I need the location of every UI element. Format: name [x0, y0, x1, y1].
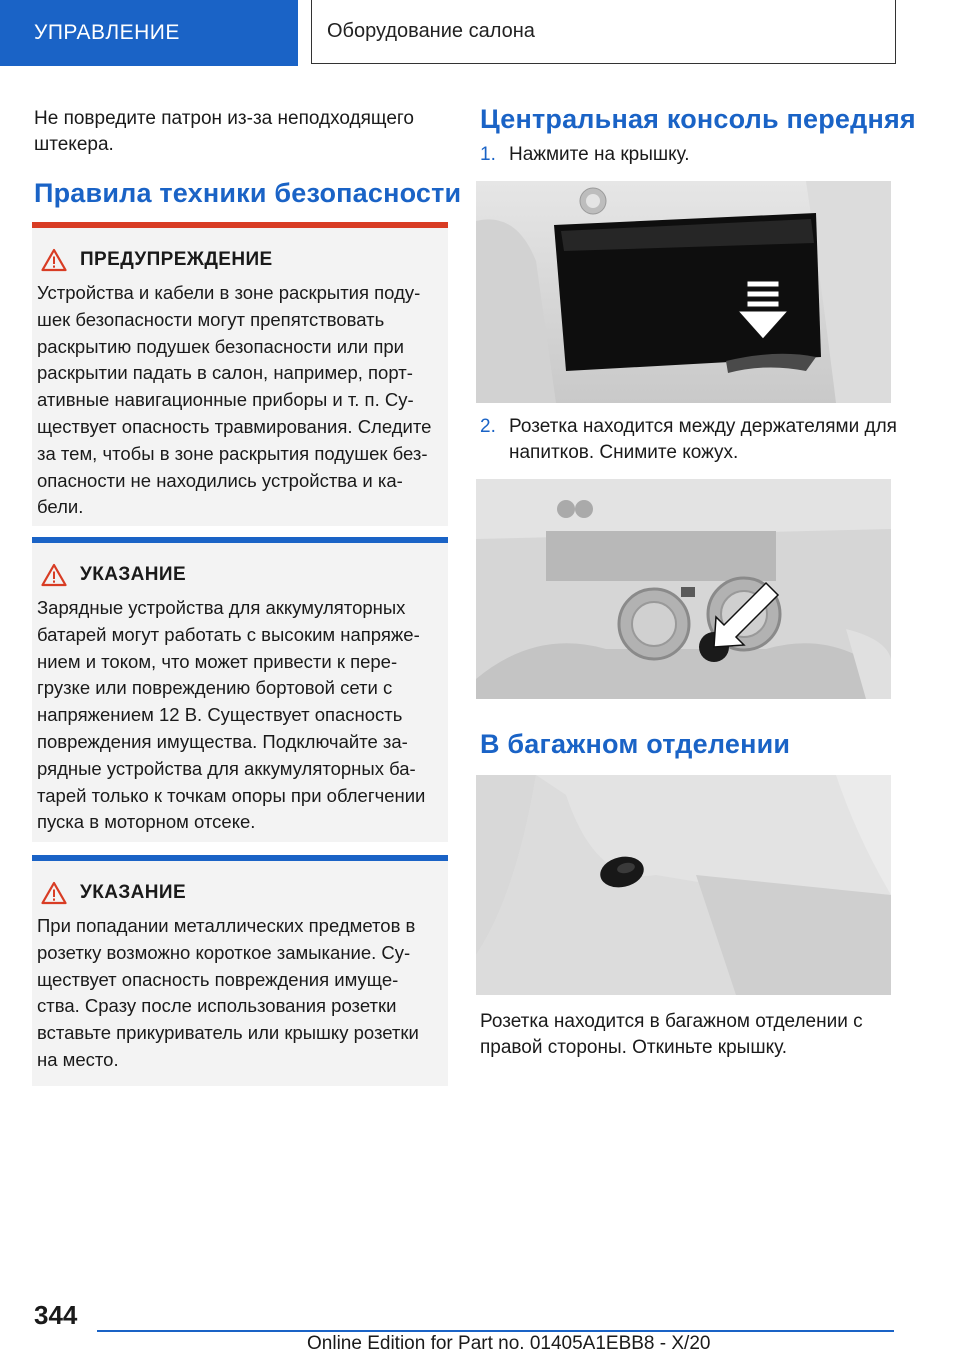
notice-title: УКАЗАНИЕ: [80, 564, 187, 585]
notice-box-charger: [32, 537, 448, 842]
chapter-tab[interactable]: УПРАВЛЕНИЕ: [0, 0, 298, 66]
warning-body: Устройства и кабели в зоне раскрытия поду- шек безопасности могут препятствовать раскрытию подушек безопасности или при раскрытии падать в салон, например, порт- ативные навигационные приборы и т. п. Су- ществует опасность травмирования. Следите за тем, чтобы в зоне раскрытия подушек без- опасности не находились устройства и ка- бели.: [37, 282, 432, 518]
trunk-text: Розетка находится в багажном отделении с правой стороны. Откиньте крышку.: [480, 1011, 863, 1058]
step-number: 1.: [480, 144, 496, 165]
notice-title: УКАЗАНИЕ: [80, 882, 187, 903]
warning-title: ПРЕДУПРЕЖДЕНИЕ: [80, 249, 273, 270]
warning-triangle-icon: [41, 881, 67, 905]
step-2: [480, 414, 900, 466]
warning-triangle-icon: [41, 563, 67, 587]
cupholder-socket-figure: [476, 479, 891, 699]
notice-box-metal: [32, 855, 448, 1086]
step-text: Нажмите на крышку.: [509, 144, 690, 165]
section-title: Оборудование салона: [311, 0, 896, 64]
console-lid-figure: [476, 181, 891, 403]
step-text: Розетка находится между держателями для напитков. Снимите кожух.: [509, 416, 897, 463]
trunk-socket-figure: [476, 775, 891, 995]
notice-body: Зарядные устройства для аккумуляторных батарей могут работать с высоким напряже- нием и током, что может привести к пере- грузке или повреждению бортовой сети с напряжением 12 В. Существует опасность повреждения имущества. Подключайте за- рядные устройства для аккумуляторных ба- тарей только к точкам опоры при облегчении пуска в моторном отсеке.: [37, 597, 426, 833]
page-number: 344: [34, 1300, 78, 1330]
warning-triangle-icon: [41, 248, 67, 272]
warning-box: [32, 222, 448, 526]
intro-text: Не повредите патрон из-за неподходящего штекера.: [34, 108, 414, 155]
notice-body: При попадании металлических предметов в розетку возможно короткое замыкание. Су- ществует опасность повреждения имуще- ства. Сразу после использования розетки вставьте прикуриватель или крышку розетки на место.: [37, 915, 419, 1070]
safety-heading: Правила техники безопасности: [34, 178, 462, 208]
step-number: 2.: [480, 416, 496, 437]
footer-edition: Online Edition for Part no. 01405A1EBB8 - X/20: [307, 1333, 711, 1354]
step-1: [480, 142, 890, 168]
trunk-heading: В багажном отделении: [480, 729, 791, 759]
footer-divider: [97, 1330, 894, 1332]
center-console-heading: Центральная консоль передняя: [480, 104, 916, 134]
